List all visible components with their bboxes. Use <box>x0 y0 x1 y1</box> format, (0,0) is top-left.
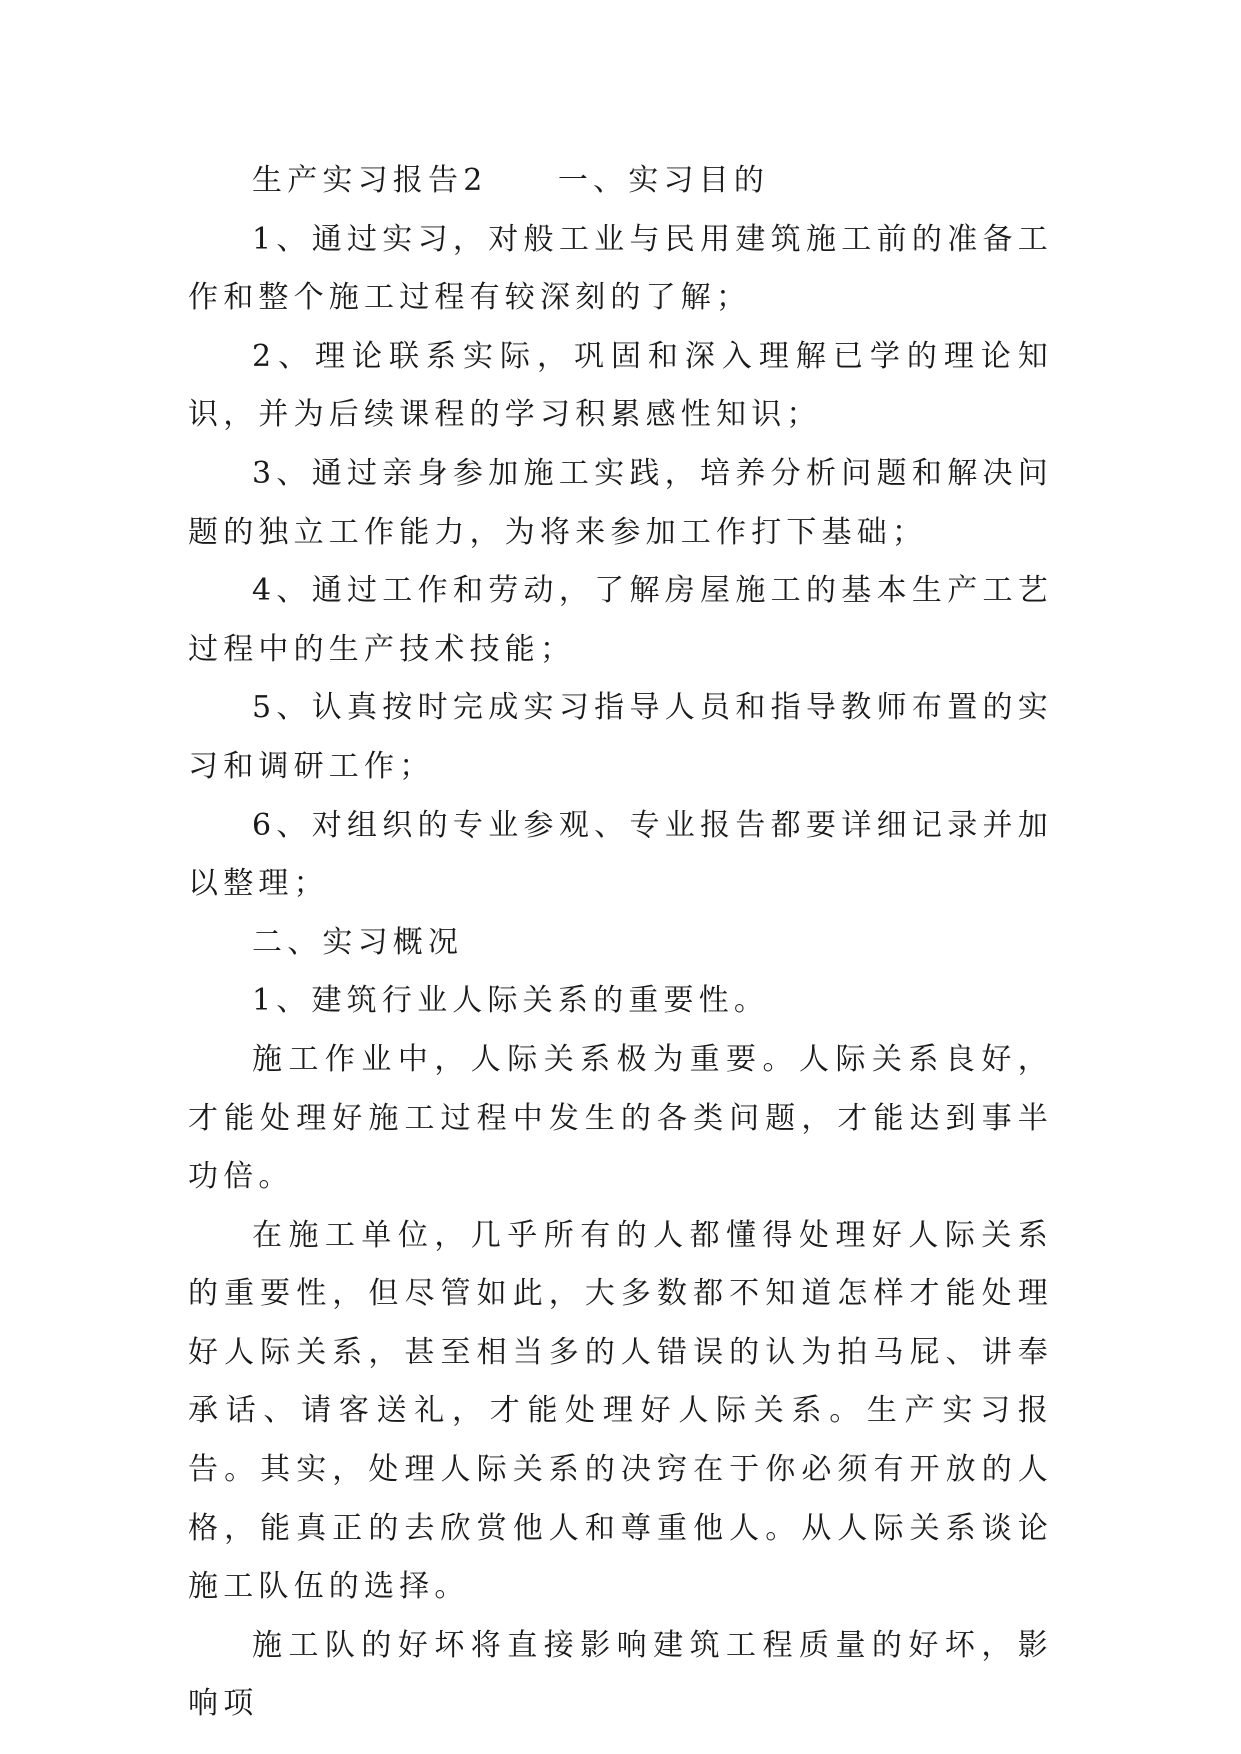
paragraph: 2、理论联系实际，巩固和深入理解已学的理论知识，并为后续课程的学习积累感性知识； <box>188 338 1053 433</box>
paragraph: 施工作业中，人际关系极为重要。人际关系良好，才能处理好施工过程中发生的各类问题，才能达到事半功倍。 <box>188 1041 1053 1195</box>
paragraph: 3、通过亲身参加施工实践，培养分析问题和解决问题的独立工作能力，为将来参加工作打下基础； <box>188 455 1053 550</box>
paragraph: 1、通过实习，对般工业与民用建筑施工前的准备工作和整个施工过程有较深刻的了解； <box>188 221 1053 316</box>
paragraph: 1、建筑行业人际关系的重要性。 <box>252 983 770 1019</box>
paragraph: 6、对组织的专业参观、专业报告都要详细记录并加以整理； <box>188 807 1053 902</box>
paragraph: 4、通过工作和劳动，了解房屋施工的基本生产工艺过程中的生产技术技能； <box>188 573 1053 667</box>
paragraph: 施工队的好坏将直接影响建筑工程质量的好坏，影响项 <box>188 1627 1053 1722</box>
document-body <box>188 152 1053 1734</box>
paragraph: 5、认真按时完成实习指导人员和指导教师布置的实习和调研工作； <box>188 690 1053 784</box>
heading-paragraph: 生产实习报告2 一、实习目的 <box>252 163 770 198</box>
section-heading: 二、实习概况 <box>252 924 464 960</box>
paragraph: 在施工单位，几乎所有的人都懂得处理好人际关系的重要性，但尽管如此，大多数都不知道怎样才能处理好人际关系，甚至相当多的人错误的认为拍马屁、讲奉承话、请客送礼，才能处理好人际关系。生产实习报告。其实，处理人际关系的决窍在于你必须有开放的人格，能真正的去欣赏他人和尊重他人。从人际关系谈论施工队伍的选择。 <box>188 1217 1053 1605</box>
